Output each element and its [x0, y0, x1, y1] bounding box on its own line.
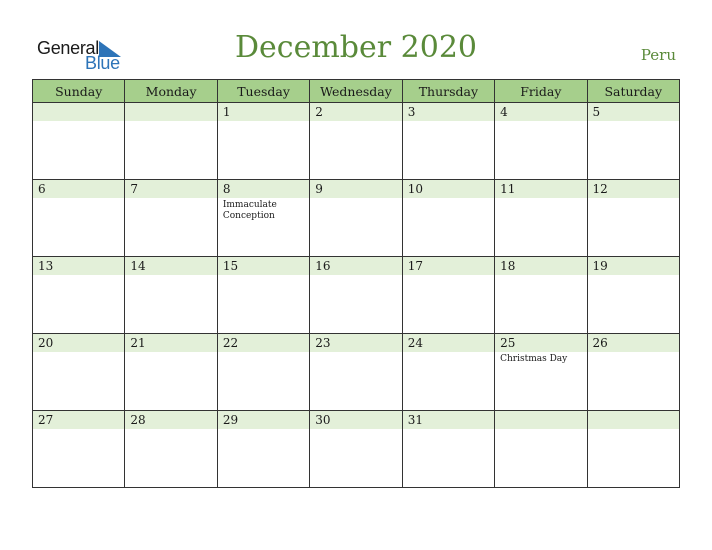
- day-cell: [402, 180, 494, 257]
- weekday-header: Saturday: [587, 80, 679, 103]
- day-cell: [402, 257, 494, 334]
- day-cell: [310, 180, 402, 257]
- day-cell: [310, 334, 402, 411]
- day-cell: [587, 411, 679, 488]
- calendar-grid: [32, 79, 680, 488]
- day-cell: [33, 411, 125, 488]
- day-number: 12: [588, 180, 679, 198]
- day-number: 29: [218, 411, 309, 429]
- day-cell: [310, 411, 402, 488]
- day-cell: [402, 411, 494, 488]
- day-number: 14: [125, 257, 216, 275]
- day-cell: [125, 257, 217, 334]
- day-number: 7: [125, 180, 216, 198]
- day-number: 23: [310, 334, 401, 352]
- day-cell: [125, 411, 217, 488]
- day-cell: [402, 334, 494, 411]
- day-cell: [495, 411, 587, 488]
- day-number: 18: [495, 257, 586, 275]
- day-cell: [33, 334, 125, 411]
- weekday-header: Friday: [495, 80, 587, 103]
- day-number: [33, 103, 124, 121]
- day-number: [588, 411, 679, 429]
- day-number: 5: [588, 103, 679, 121]
- day-cell: [125, 334, 217, 411]
- day-cell: [217, 334, 309, 411]
- day-cell: [495, 334, 587, 411]
- logo-text-general: General: [37, 38, 99, 58]
- day-number: 1: [218, 103, 309, 121]
- day-cell: [217, 103, 309, 180]
- page-title: December 2020: [235, 30, 477, 65]
- day-number: 24: [403, 334, 494, 352]
- day-number: 13: [33, 257, 124, 275]
- day-cell: [217, 257, 309, 334]
- day-number: [125, 103, 216, 121]
- day-number: 31: [403, 411, 494, 429]
- weekday-header: Sunday: [33, 80, 125, 103]
- day-number: [495, 411, 586, 429]
- weekday-header: Monday: [125, 80, 217, 103]
- day-cell: [310, 257, 402, 334]
- day-cell: [33, 257, 125, 334]
- day-cell: [310, 103, 402, 180]
- day-cell: [587, 180, 679, 257]
- holiday-label: Immaculate Conception: [222, 200, 277, 221]
- week-row: [33, 334, 680, 411]
- day-number: 22: [218, 334, 309, 352]
- day-number: 19: [588, 257, 679, 275]
- day-cell: [33, 180, 125, 257]
- day-number: 15: [218, 257, 309, 275]
- day-cell: [125, 103, 217, 180]
- week-row: [33, 180, 680, 257]
- day-cell: [587, 103, 679, 180]
- day-cell: [495, 180, 587, 257]
- week-row: [33, 411, 680, 488]
- day-cell: [402, 103, 494, 180]
- country-label: Peru: [640, 46, 676, 64]
- day-number: 10: [403, 180, 494, 198]
- day-cell: [217, 411, 309, 488]
- day-number: 16: [310, 257, 401, 275]
- weekday-header: Tuesday: [217, 80, 309, 103]
- day-number: 2: [310, 103, 401, 121]
- weekday-header: Thursday: [402, 80, 494, 103]
- day-number: 17: [403, 257, 494, 275]
- logo-text-blue: Blue: [85, 53, 120, 73]
- week-row: [33, 103, 680, 180]
- day-number: 6: [33, 180, 124, 198]
- day-number: 3: [403, 103, 494, 121]
- day-number: 28: [125, 411, 216, 429]
- day-number: 4: [495, 103, 586, 121]
- day-number: 9: [310, 180, 401, 198]
- holiday-label: Christmas Day: [500, 354, 568, 364]
- day-number: 30: [310, 411, 401, 429]
- weekday-header-row: [33, 80, 680, 103]
- week-row: [33, 257, 680, 334]
- day-cell: [33, 103, 125, 180]
- day-number: 27: [33, 411, 124, 429]
- weekday-header: Wednesday: [310, 80, 402, 103]
- day-number: 26: [588, 334, 679, 352]
- day-cell: [495, 103, 587, 180]
- day-number: 25: [495, 334, 586, 352]
- day-number: 20: [33, 334, 124, 352]
- day-number: 11: [495, 180, 586, 198]
- day-cell: [587, 334, 679, 411]
- day-number: 8: [218, 180, 309, 198]
- day-cell: [587, 257, 679, 334]
- day-cell: [125, 180, 217, 257]
- day-number: 21: [125, 334, 216, 352]
- day-cell: [217, 180, 309, 257]
- day-cell: [495, 257, 587, 334]
